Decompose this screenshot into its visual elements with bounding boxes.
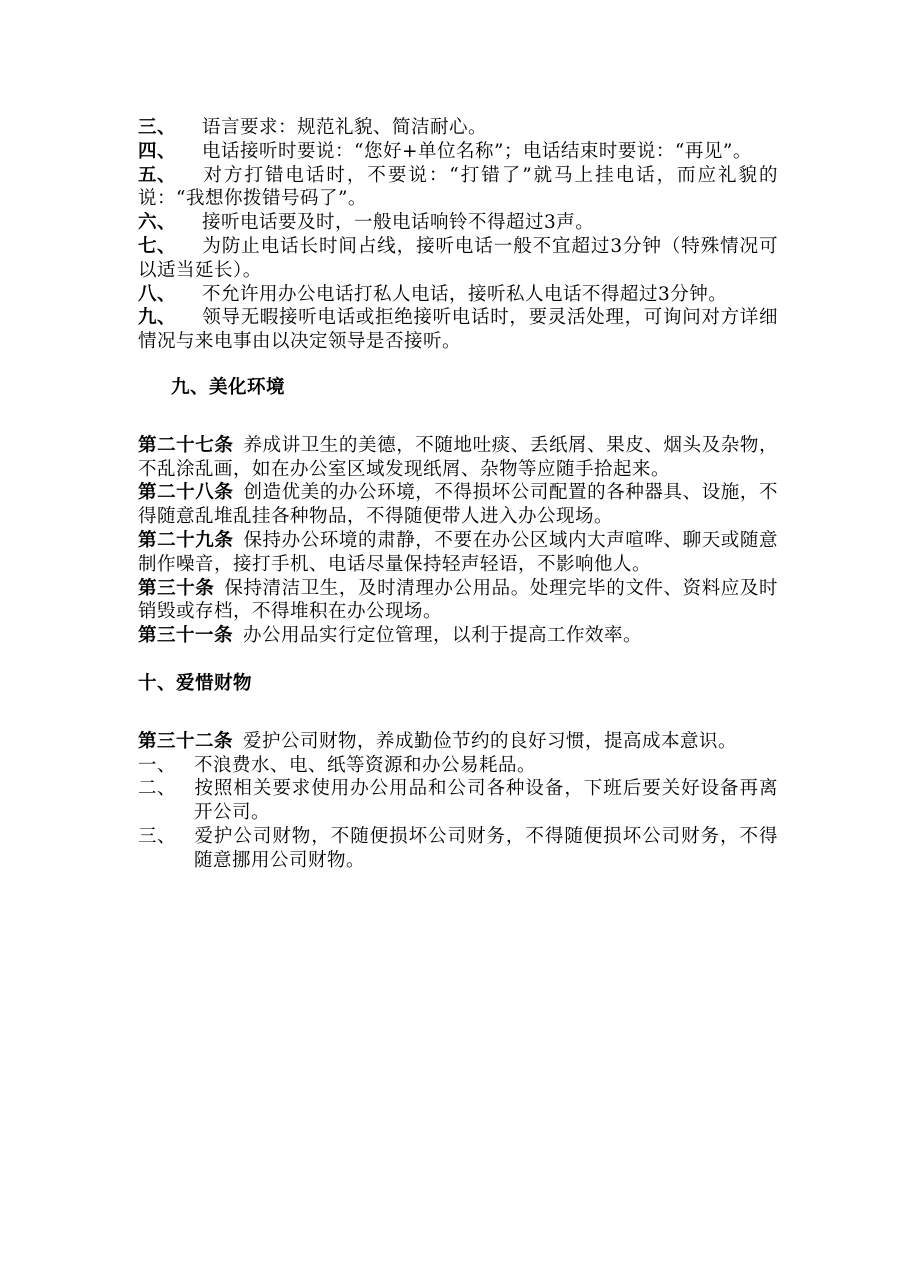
article-text: 爱护公司财物，养成勤俭节约的良好习惯，提高成本意识。 <box>243 730 738 752</box>
property-sub-items <box>138 754 778 873</box>
article <box>138 624 778 648</box>
list-item <box>138 754 778 778</box>
item-text: 爱护公司财物，不随便损坏公司财务，不得随便损坏公司财务，不得随意挪用公司财物。 <box>194 825 778 871</box>
article <box>138 434 778 482</box>
article <box>138 730 778 754</box>
environment-articles <box>138 434 778 648</box>
item-number: 八、 <box>138 283 177 305</box>
article-text: 保持清洁卫生，及时清理办公用品。处理完毕的文件、资料应及时销毁或存档，不得堆积在办公现场。 <box>138 577 778 623</box>
list-item <box>138 283 778 307</box>
item-text: 领导无暇接听电话或拒绝接听电话时，要灵活处理，可询问对方详细情况与来电事由以决定领导是否接听。 <box>138 307 778 353</box>
article-label: 第二十七条 <box>138 434 234 456</box>
article-text: 创造优美的办公环境，不得损坏公司配置的各种器具、设施，不得随意乱堆乱挂各种物品，不得随便带人进入办公现场。 <box>138 482 778 528</box>
article-text: 养成讲卫生的美德，不随地吐痰、丢纸屑、果皮、烟头及杂物，不乱涂乱画，如在办公室区域发现纸屑、杂物等应随手拾起来。 <box>138 434 778 480</box>
item-text: 语言要求：规范礼貌、简洁耐心。 <box>202 117 488 138</box>
list-item <box>138 235 778 283</box>
item-text: 电话接听时要说：“您好+单位名称”；电话结束时要说：“再见”。 <box>202 140 752 162</box>
list-item <box>138 140 778 164</box>
section-heading-cherish-property: 十、爱惜财物 <box>138 672 253 694</box>
item-text: 不浪费水、电、纸等资源和办公易耗品。 <box>194 754 537 776</box>
phone-rules-list <box>138 116 778 354</box>
list-item <box>138 164 778 212</box>
item-text: 不允许用办公电话打私人电话，接听私人电话不得超过3分钟。 <box>202 283 728 305</box>
item-text: 接听电话要及时，一般电话响铃不得超过3声。 <box>202 212 595 234</box>
article-label: 第二十八条 <box>138 482 234 504</box>
article <box>138 481 778 529</box>
article-label: 第三十条 <box>138 577 215 599</box>
item-text: 对方打错电话时，不要说：“打错了”就马上挂电话，而应礼貌的说：“我想你拨错号码了”。 <box>138 164 778 210</box>
list-item <box>138 306 778 354</box>
article-text: 保持办公环境的肃静，不要在办公区域内大声喧哗、聊天或随意制作噪音，接打手机、电话尽量保持轻声轻语，不影响他人。 <box>138 529 778 575</box>
article-label: 第三十二条 <box>138 730 234 752</box>
article-text: 办公用品实行定位管理，以利于提高工作效率。 <box>243 625 643 647</box>
item-number: 一、 <box>138 754 177 776</box>
item-number: 五、 <box>138 164 177 186</box>
article <box>138 529 778 577</box>
item-text: 为防止电话长时间占线，接听电话一般不宜超过3分钟（特殊情况可以适当延长）。 <box>138 235 778 281</box>
item-number: 三、 <box>138 825 177 847</box>
list-item <box>138 825 778 873</box>
item-number: 六、 <box>138 212 177 234</box>
item-text: 按照相关要求使用办公用品和公司各种设备，下班后要关好设备再离开公司。 <box>194 778 778 824</box>
article <box>138 577 778 625</box>
article-label: 第二十九条 <box>138 529 234 551</box>
list-item <box>138 211 778 235</box>
document-page <box>138 116 778 873</box>
list-item <box>138 116 778 140</box>
section-heading-beautify-environment: 九、美化环境 <box>171 376 286 398</box>
item-number: 四、 <box>138 140 177 162</box>
item-number: 九、 <box>138 307 177 329</box>
item-number: 三、 <box>138 117 177 138</box>
list-item <box>138 777 778 825</box>
item-number: 二、 <box>138 778 177 800</box>
article-label: 第三十一条 <box>138 625 234 647</box>
item-number: 七、 <box>138 235 177 257</box>
